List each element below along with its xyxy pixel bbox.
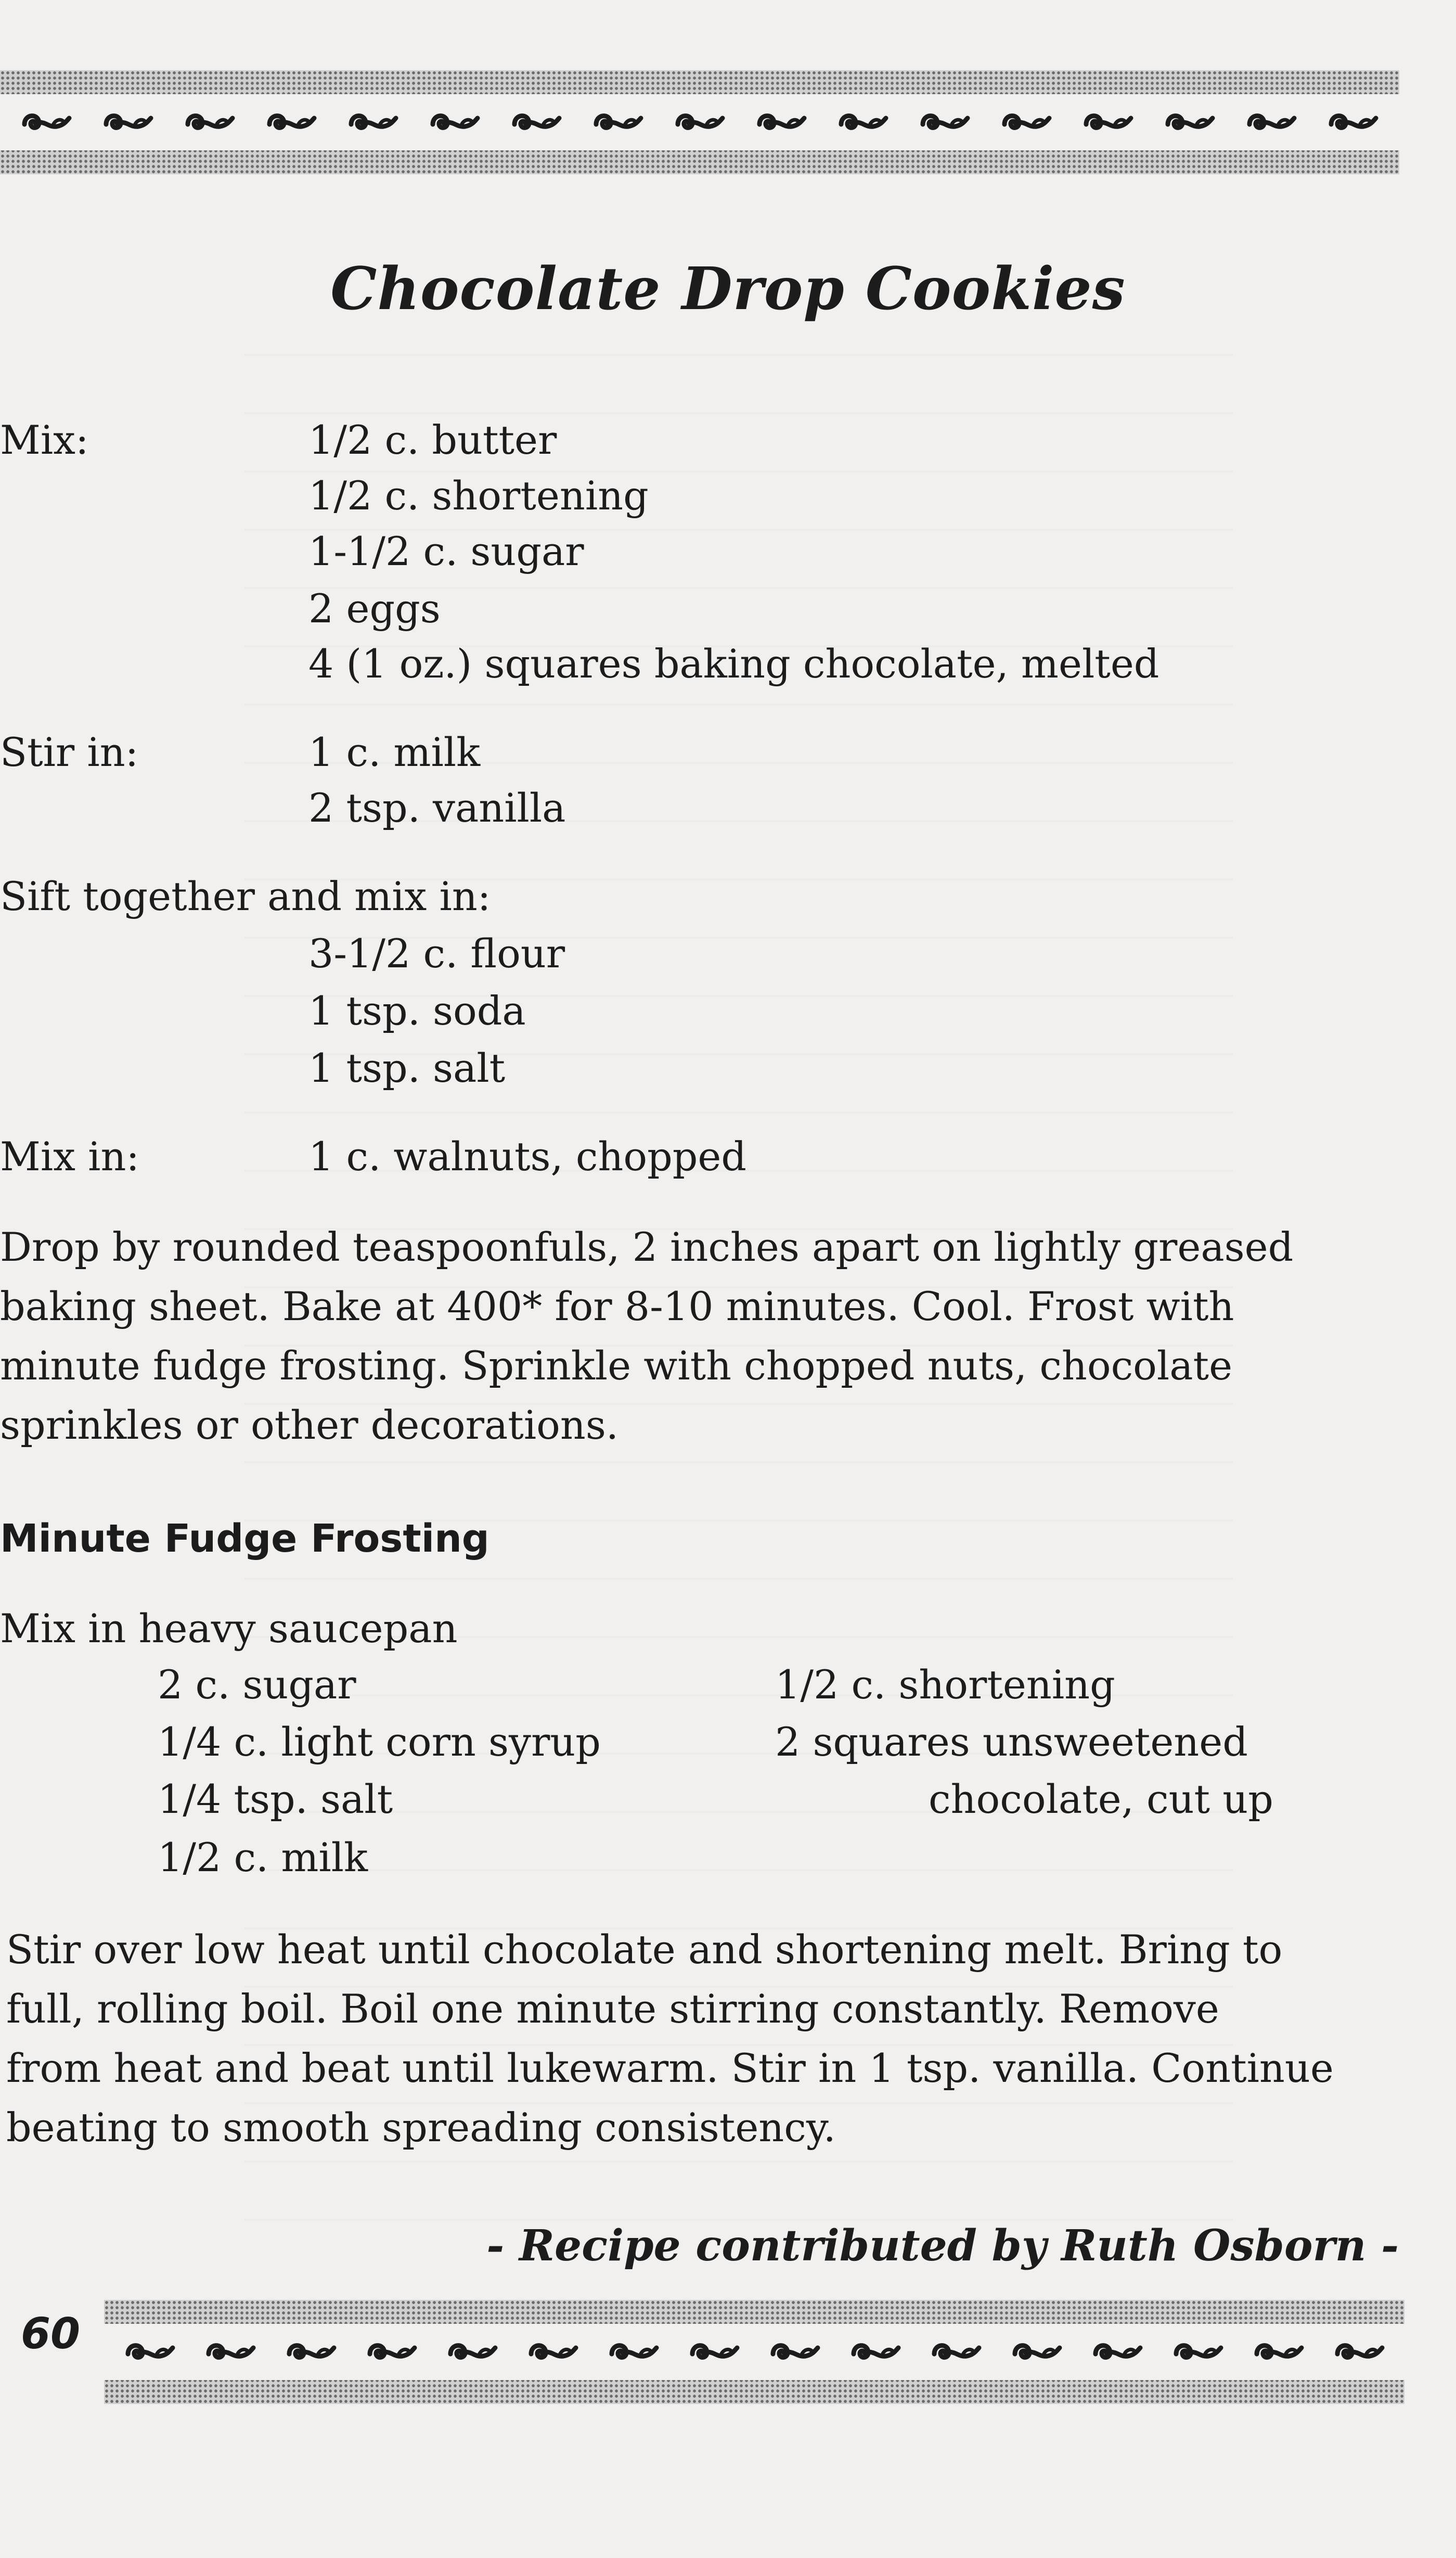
curl-ornament-icon (755, 107, 807, 138)
frosting-ingredient: 2 squares unsweetened (775, 1719, 1248, 1765)
directions-line: beating to smooth spreading consistency. (6, 2104, 836, 2151)
curl-ornament-icon (592, 107, 644, 138)
ingredient-line: 1 c. walnuts, chopped (308, 1133, 747, 1180)
ingredient-label-sift: Sift together and mix in: (0, 873, 491, 919)
directions-line: minute fudge frosting. Sprinkle with chopped nuts, chocolate (0, 1342, 1233, 1389)
directions-line: from heat and beat until lukewarm. Stir in 1 tsp. vanilla. Continue (6, 2045, 1334, 2091)
curl-ornament-icon (285, 2336, 337, 2368)
curl-ornament-icon (1011, 2336, 1063, 2368)
curl-ornament-icon (674, 107, 726, 138)
curl-ornament-icon (837, 107, 889, 138)
curl-ornament-icon (446, 2336, 498, 2368)
curl-ornament-icon (184, 107, 236, 138)
frosting-ingredient: 2 c. sugar (158, 1661, 356, 1708)
curl-ornament-icon (204, 2336, 256, 2368)
frosting-intro: Mix in heavy saucepan (0, 1605, 458, 1652)
curl-ornament-icon (769, 2336, 821, 2368)
ingredient-label-stir-in: Stir in: (0, 729, 139, 775)
curl-ornament-icon (347, 107, 399, 138)
bottom-decorative-band (104, 2300, 1405, 2404)
frosting-ingredient: chocolate, cut up (929, 1776, 1273, 1822)
curl-ornament-icon (1327, 107, 1379, 138)
ingredient-line: 3-1/2 c. flour (308, 930, 565, 977)
recipe-credit: - Recipe contributed by Ruth Osborn - (486, 2221, 1399, 2271)
ingredient-line: 1 tsp. salt (308, 1045, 506, 1091)
frosting-ingredient: 1/2 c. shortening (775, 1661, 1115, 1708)
curl-ornament-icon (527, 2336, 579, 2368)
curl-ornament-icon (608, 2336, 660, 2368)
ingredient-line: 1-1/2 c. sugar (308, 528, 584, 574)
ingredient-line: 2 tsp. vanilla (308, 785, 566, 831)
curl-ornament-icon (930, 2336, 982, 2368)
ingredient-line: 1 tsp. soda (308, 988, 526, 1034)
curl-ornament-icon (1082, 107, 1134, 138)
ingredient-line: 4 (1 oz.) squares baking chocolate, melted (308, 641, 1159, 687)
curl-ornament-icon (1172, 2336, 1224, 2368)
curl-ornament-icon (849, 2336, 901, 2368)
curl-ornament-icon (20, 107, 72, 138)
directions-line: baking sheet. Bake at 400* for 8-10 minutes. Cool. Frost with (0, 1283, 1234, 1329)
top-decorative-band (0, 70, 1399, 174)
curl-ornament-icon (1000, 107, 1052, 138)
bottom-ornament-row (104, 2324, 1405, 2380)
curl-ornament-icon (429, 107, 481, 138)
curl-ornament-icon (1333, 2336, 1385, 2368)
curl-ornament-icon (1253, 2336, 1305, 2368)
ingredient-label-mix: Mix: (0, 417, 89, 463)
curl-ornament-icon (265, 107, 317, 138)
directions-line: Stir over low heat until chocolate and shortening melt. Bring to (6, 1926, 1283, 1973)
directions (0, 1218, 1399, 1455)
recipe-title: Chocolate Drop Cookies (330, 255, 1126, 323)
curl-ornament-icon (919, 107, 971, 138)
curl-ornament-icon (124, 2336, 176, 2368)
ingredient-label-mix-in: Mix in: (0, 1133, 140, 1180)
frosting-ingredient: 1/4 c. light corn syrup (158, 1719, 601, 1765)
curl-ornament-icon (688, 2336, 740, 2368)
ingredient-line: 2 eggs (308, 585, 441, 632)
frosting-ingredient: 1/4 tsp. salt (158, 1776, 393, 1822)
ingredient-line: 1 c. milk (308, 729, 481, 775)
directions-line: Drop by rounded teaspoonfuls, 2 inches apart on lightly greased (0, 1224, 1294, 1270)
curl-ornament-icon (1091, 2336, 1143, 2368)
ingredient-line: 1/2 c. shortening (308, 472, 649, 519)
page-number: 60 (21, 2309, 81, 2359)
directions-line: full, rolling boil. Boil one minute stirring constantly. Remove (6, 1986, 1219, 2032)
curl-ornament-icon (510, 107, 562, 138)
curl-ornament-icon (366, 2336, 418, 2368)
curl-ornament-icon (1164, 107, 1216, 138)
frosting-ingredient: 1/2 c. milk (158, 1834, 368, 1881)
curl-ornament-icon (1245, 107, 1297, 138)
top-ornament-row (0, 94, 1399, 150)
curl-ornament-icon (102, 107, 154, 138)
frosting-directions (6, 1920, 1406, 2157)
ingredient-line: 1/2 c. butter (308, 417, 557, 463)
frosting-heading: Minute Fudge Frosting (0, 1516, 489, 1561)
directions-line: sprinkles or other decorations. (0, 1402, 619, 1448)
